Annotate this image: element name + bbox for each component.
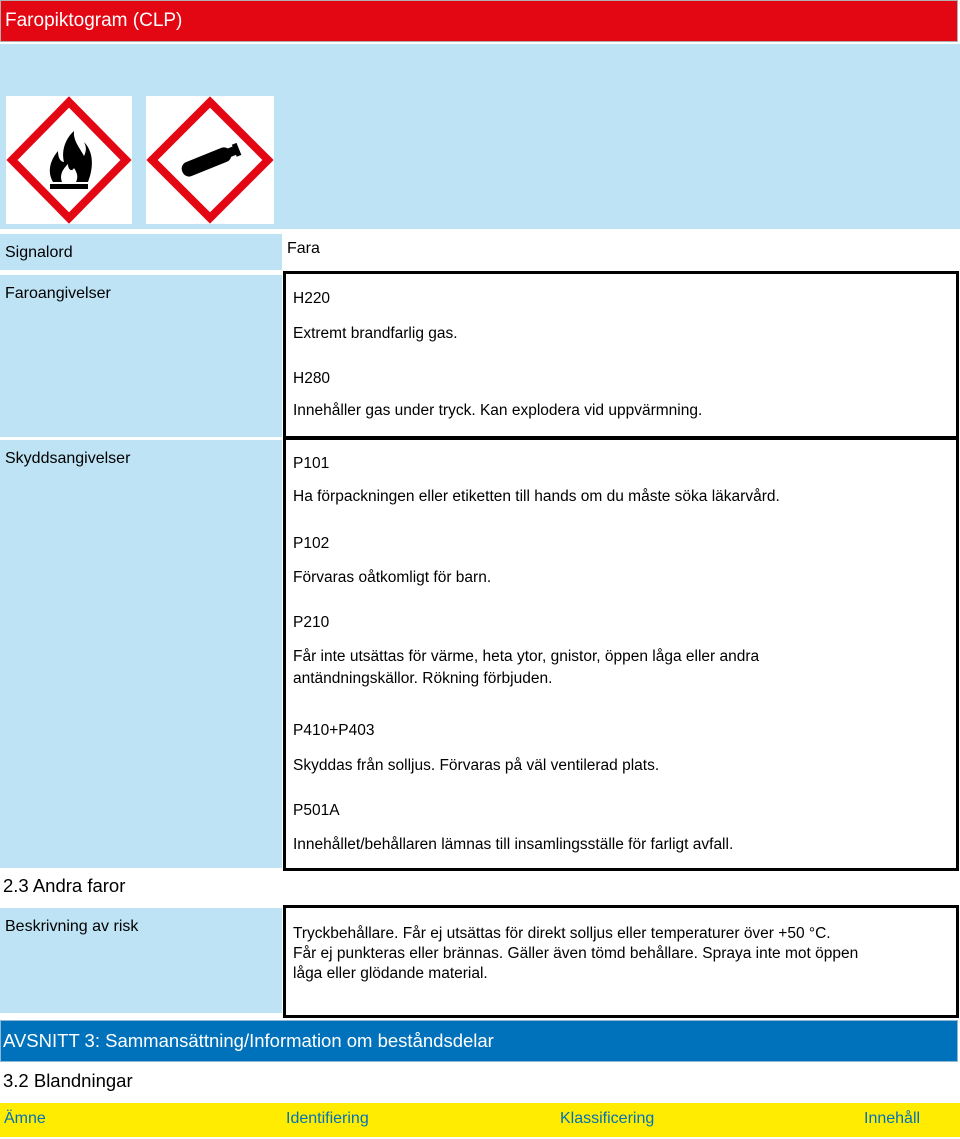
hazard-code: H220 xyxy=(293,290,331,307)
pictogram-flame xyxy=(6,96,132,224)
column-header-classification: Klassificering xyxy=(560,1110,655,1127)
precaution-text: Får inte utsättas för värme, heta ytor, gnistor, öppen låga eller andra xyxy=(293,648,760,665)
hazard-code: H280 xyxy=(293,370,331,387)
precaution-code: P102 xyxy=(293,535,330,552)
signal-word-label-cell xyxy=(0,234,282,270)
precautionary-statements-label: Skyddsangivelser xyxy=(5,450,131,467)
column-header-substance: Ämne xyxy=(4,1110,46,1127)
risk-description-label: Beskrivning av risk xyxy=(5,918,139,935)
risk-description-line: Får ej punkteras eller brännas. Gäller även tömd behållare. Spraya inte mot öppen xyxy=(293,945,859,962)
precaution-code: P101 xyxy=(293,455,330,472)
hazard-text: Extremt brandfarlig gas. xyxy=(293,325,458,342)
section-header-pictograms xyxy=(0,0,958,42)
pictogram-gas-cylinder xyxy=(146,96,274,224)
flame-icon xyxy=(6,96,132,224)
precaution-text: antändningskällor. Rökning förbjuden. xyxy=(293,670,553,687)
precaution-code: P210 xyxy=(293,614,330,631)
precaution-text: Skyddas från solljus. Förvaras på väl ventilerad plats. xyxy=(293,757,660,774)
precaution-code: P501A xyxy=(293,802,340,819)
hazard-statements-label: Faroangivelser xyxy=(5,285,111,302)
section-title: Faropiktogram (CLP) xyxy=(5,10,183,31)
precautionary-statements-label-cell xyxy=(0,440,282,868)
gas-cylinder-icon xyxy=(146,96,274,224)
hazard-statements-label-cell xyxy=(0,275,282,437)
risk-description-line: låga eller glödande material. xyxy=(293,965,488,982)
signal-word-label: Signalord xyxy=(5,244,73,261)
composition-table-header xyxy=(0,1103,960,1137)
other-hazards-heading: 2.3 Andra faror xyxy=(3,875,126,896)
signal-word-value: Fara xyxy=(287,240,320,257)
section-header-composition xyxy=(0,1020,958,1062)
column-header-content: Innehåll xyxy=(864,1110,921,1127)
risk-description-line: Tryckbehållare. Får ej utsättas för direkt solljus eller temperaturer över +50 °C. xyxy=(293,925,831,942)
column-header-identification: Identifiering xyxy=(286,1110,369,1127)
mixtures-heading: 3.2 Blandningar xyxy=(3,1070,133,1091)
precaution-text: Innehållet/behållaren lämnas till insamlingsställe för farligt avfall. xyxy=(293,836,734,853)
precaution-text: Ha förpackningen eller etiketten till hands om du måste söka läkarvård. xyxy=(293,488,780,505)
section-title: AVSNITT 3: Sammansättning/Information om beståndsdelar xyxy=(3,1030,494,1051)
pictogram-band xyxy=(0,44,960,229)
hazard-text: Innehåller gas under tryck. Kan explodera vid uppvärmning. xyxy=(293,402,703,419)
precaution-text: Förvaras oåtkomligt för barn. xyxy=(293,569,492,586)
risk-description-label-cell xyxy=(0,908,282,1013)
precaution-code: P410+P403 xyxy=(293,722,375,739)
